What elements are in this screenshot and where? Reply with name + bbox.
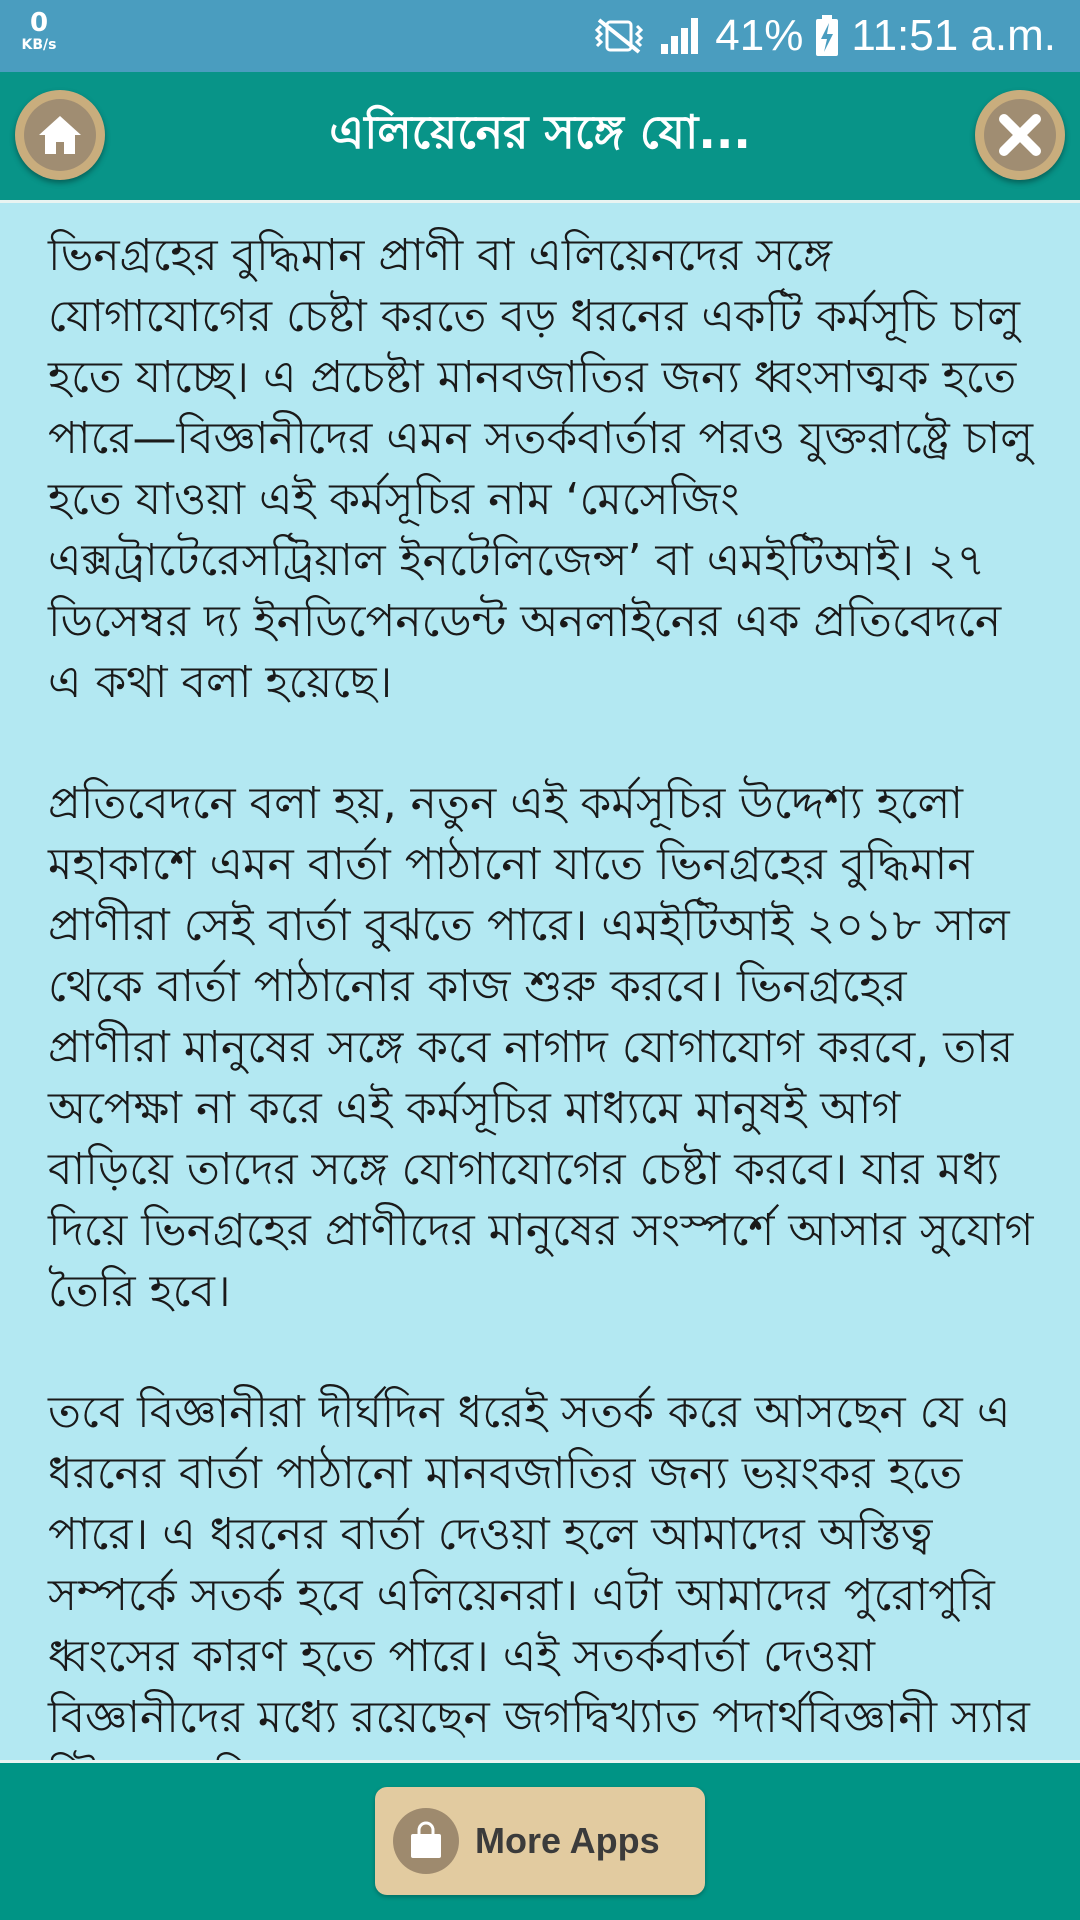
status-bar bbox=[0, 0, 1080, 72]
article-paragraph-1: ভিনগ্রহের বুদ্ধিমান প্রাণী বা এলিয়েনদের সঙ্গে যোগাযোগের চেষ্টা করতে বড় ধরনের একটি কর্মসূচি চালু হতে যাচ্ছে। এ প্রচেষ্টা মানবজাতির জন্য ধ্বংসাত্মক হতে পারে—বিজ্ঞানীদের এমন সতর্কবার্তার পরও যুক্তরাষ্ট্রে চালু হতে যাওয়া এই কর্মসূচির নাম ‘মেসেজিং এক্সট্রাটেরেসট্রিয়াল ইনটেলিজেন্স’ বা এমইটিআই। ২৭ ডিসেম্বর দ্য ইনডিপেনডেন্ট অনলাইনের এক প্রতিবেদনে এ কথা বলা হয়েছে। bbox=[48, 230, 1034, 708]
article-content bbox=[0, 203, 1080, 1809]
network-speed bbox=[16, 10, 62, 52]
home-button[interactable] bbox=[15, 90, 105, 180]
signal-icon bbox=[659, 16, 703, 56]
close-button-face bbox=[984, 99, 1056, 171]
close-icon bbox=[998, 113, 1042, 157]
mute-vibrate-icon bbox=[591, 16, 647, 56]
clock-time: 11:51 a.m. bbox=[851, 11, 1056, 60]
network-speed-value: 0 bbox=[29, 8, 49, 38]
shopping-bag-icon bbox=[408, 1822, 444, 1860]
article-scroll-area[interactable] bbox=[0, 203, 1080, 1760]
bag-icon-circle bbox=[393, 1808, 459, 1874]
close-button[interactable] bbox=[975, 90, 1065, 180]
home-icon bbox=[37, 113, 83, 157]
more-apps-button[interactable] bbox=[375, 1787, 705, 1895]
article-paragraph-2: প্রতিবেদনে বলা হয়, নতুন এই কর্মসূচির উদ্দেশ্য হলো মহাকাশে এমন বার্তা পাঠানো যাতে ভিনগ্রহের বুদ্ধিমান প্রাণীরা সেই বার্তা বুঝতে পারে। এমইটিআই ২০১৮ সাল থেকে বার্তা পাঠানোর কাজ শুরু করবে। ভিনগ্রহের প্রাণীরা মানুষের সঙ্গে কবে নাগাদ যোগাযোগ করবে, তার অপেক্ষা না করে এই কর্মসূচির মাধ্যমে মানুষই আগ বাড়িয়ে তাদের সঙ্গে যোগাযোগের চেষ্টা করবে। যার মধ্য দিয়ে ভিনগ্রহের প্রাণীদের মানুষের সংস্পর্শে আসার সুযোগ তৈরি হবে। bbox=[48, 778, 1034, 1317]
status-icons bbox=[591, 0, 1056, 72]
app-header bbox=[0, 72, 1080, 203]
network-speed-unit: KB/s bbox=[21, 37, 57, 53]
battery-charging-icon bbox=[815, 15, 839, 57]
more-apps-label: More Apps bbox=[475, 1820, 660, 1861]
page-title: এলিয়েনের সঙ্গে যো... bbox=[329, 105, 751, 159]
footer-bar bbox=[0, 1760, 1080, 1920]
article-paragraph-3: তবে বিজ্ঞানীরা দীর্ঘদিন ধরেই সতর্ক করে আসছেন যে এ ধরনের বার্তা পাঠানো মানবজাতির জন্য ভয়ংকর হতে পারে। এ ধরনের বার্তা দেওয়া হলে আমাদের অস্তিত্ব সম্পর্কে সতর্ক হবে এলিয়েনরা। এটা আমাদের পুরোপুরি ধ্বংসের কারণ হতে পারে। এই সতর্কবার্তা দেওয়া বিজ্ঞানীদের মধ্যে রয়েছেন জগদ্বিখ্যাত পদার্থবিজ্ঞানী স্যার bbox=[48, 1387, 1030, 1743]
home-button-face bbox=[24, 99, 96, 171]
battery-percent: 41% bbox=[715, 11, 804, 60]
